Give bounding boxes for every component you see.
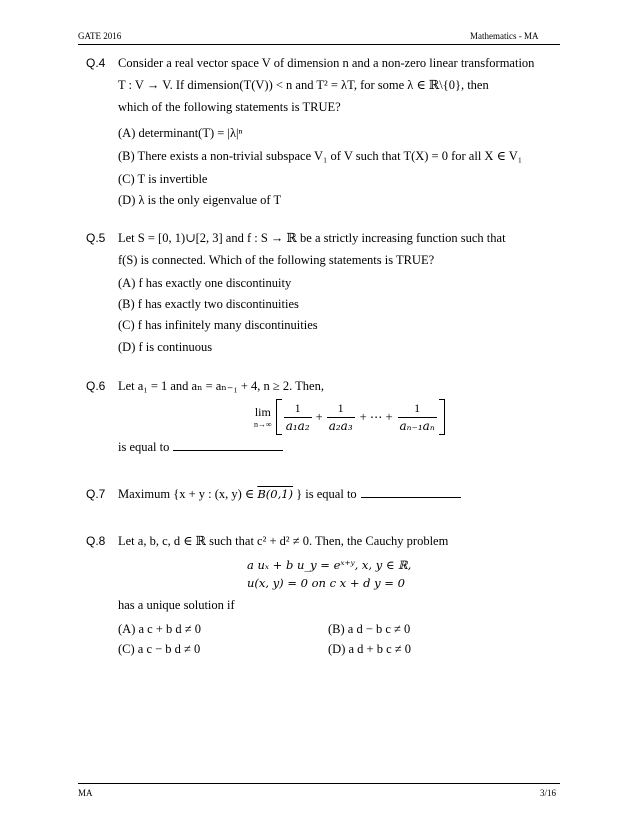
q4-option-b: (B) There exists a non-trivial subspace V₁ of V such that T(X) = 0 for all X ∈ V₁ — [118, 149, 523, 163]
q8-stem: Let a, b, c, d ∈ ℝ such that c² + d² ≠ 0. Then, the Cauchy problem — [118, 534, 449, 548]
q6-dots: + ⋯ + — [359, 410, 393, 424]
q8-option-d: (D) a d + b c ≠ 0 — [328, 642, 411, 656]
q7-tail: } is equal to — [293, 487, 357, 501]
q6-answer-blank[interactable] — [173, 450, 283, 451]
q5-option-b: (B) f has exactly two discontinuities — [118, 297, 299, 311]
q5-option-c: (C) f has infinitely many discontinuities — [118, 318, 318, 332]
q4-stem-line-2: T : V → V. If dimension(T(V)) < n and T² = λT, for some λ ∈ ℝ\{0}, then — [118, 78, 489, 92]
header-rule — [78, 44, 560, 45]
q6-fraction-1-denominator: a₁a₂ — [285, 419, 310, 433]
q5-stem-line-2: f(S) is connected. Which of the following statements is TRUE? — [118, 253, 435, 267]
question-number-q8: Q.8 — [86, 534, 106, 548]
q5-stem-line-1: Let S = [0, 1)∪[2, 3] and f : S → ℝ be a strictly increasing function such that — [118, 231, 506, 245]
q6-limit-label: lim — [254, 405, 271, 419]
q6-limit — [254, 405, 272, 429]
question-number-q4: Q.4 — [86, 56, 106, 70]
footer-rule — [78, 783, 560, 784]
q6-limit-expression — [254, 397, 445, 437]
q7-closed-ball: B(0,1) — [257, 487, 294, 501]
q7-stem-line — [118, 487, 461, 501]
q8-option-c: (C) a c − b d ≠ 0 — [118, 642, 201, 656]
q6-fraction-1-numerator: 1 — [284, 401, 312, 418]
q6-fraction-1 — [284, 401, 312, 433]
q8-equation-2: u(x, y) = 0 on c x + d y = 0 — [247, 576, 405, 590]
q4-option-d: (D) λ is the only eigenvalue of T — [118, 193, 282, 207]
q4-option-a: (A) determinant(T) = |λ|ⁿ — [118, 126, 243, 140]
q6-fraction-3-numerator: 1 — [398, 401, 437, 418]
q8-tail: has a unique solution if — [118, 598, 235, 612]
q6-fraction-3 — [398, 401, 437, 433]
footer-left: MA — [78, 788, 93, 798]
header-right: Mathematics - MA — [470, 31, 539, 41]
q6-tail: is equal to — [118, 440, 170, 454]
header-left: GATE 2016 — [78, 31, 122, 41]
q6-plus: + — [315, 409, 323, 424]
q6-fraction-2-numerator: 1 — [327, 401, 355, 418]
q4-stem-line-3: which of the following statements is TRUE? — [118, 100, 341, 114]
q5-option-a: (A) f has exactly one discontinuity — [118, 276, 292, 290]
q8-equation-1: a uₓ + b u_y = eˣ⁺ʸ, x, y ∈ ℝ, — [247, 558, 412, 572]
q8-option-a: (A) a c + b d ≠ 0 — [118, 622, 201, 636]
q5-option-d: (D) f is continuous — [118, 340, 213, 354]
question-number-q5: Q.5 — [86, 231, 106, 245]
question-number-q6: Q.6 — [86, 379, 106, 393]
q4-stem-line-1: Consider a real vector space V of dimension n and a non-zero linear transformation — [118, 56, 535, 70]
q6-left-bracket — [276, 399, 282, 435]
q7-stem: Maximum {x + y : (x, y) ∈ — [118, 487, 258, 501]
footer-right: 3/16 — [540, 788, 557, 798]
q6-tail-line — [118, 440, 283, 454]
q6-fraction-3-denominator: aₙ₋₁aₙ — [399, 419, 435, 433]
q6-right-bracket — [439, 399, 445, 435]
q6-fraction-2 — [327, 401, 355, 433]
question-number-q7: Q.7 — [86, 487, 106, 501]
q6-fraction-2-denominator: a₂a₃ — [328, 419, 353, 433]
q6-limit-sub: n→∞ — [254, 420, 272, 429]
q6-stem: Let a₁ = 1 and aₙ = aₙ₋₁ + 4, n ≥ 2. Then, — [118, 379, 324, 393]
q8-option-b: (B) a d − b c ≠ 0 — [328, 622, 411, 636]
q4-option-c: (C) T is invertible — [118, 172, 208, 186]
q7-answer-blank[interactable] — [361, 497, 461, 498]
